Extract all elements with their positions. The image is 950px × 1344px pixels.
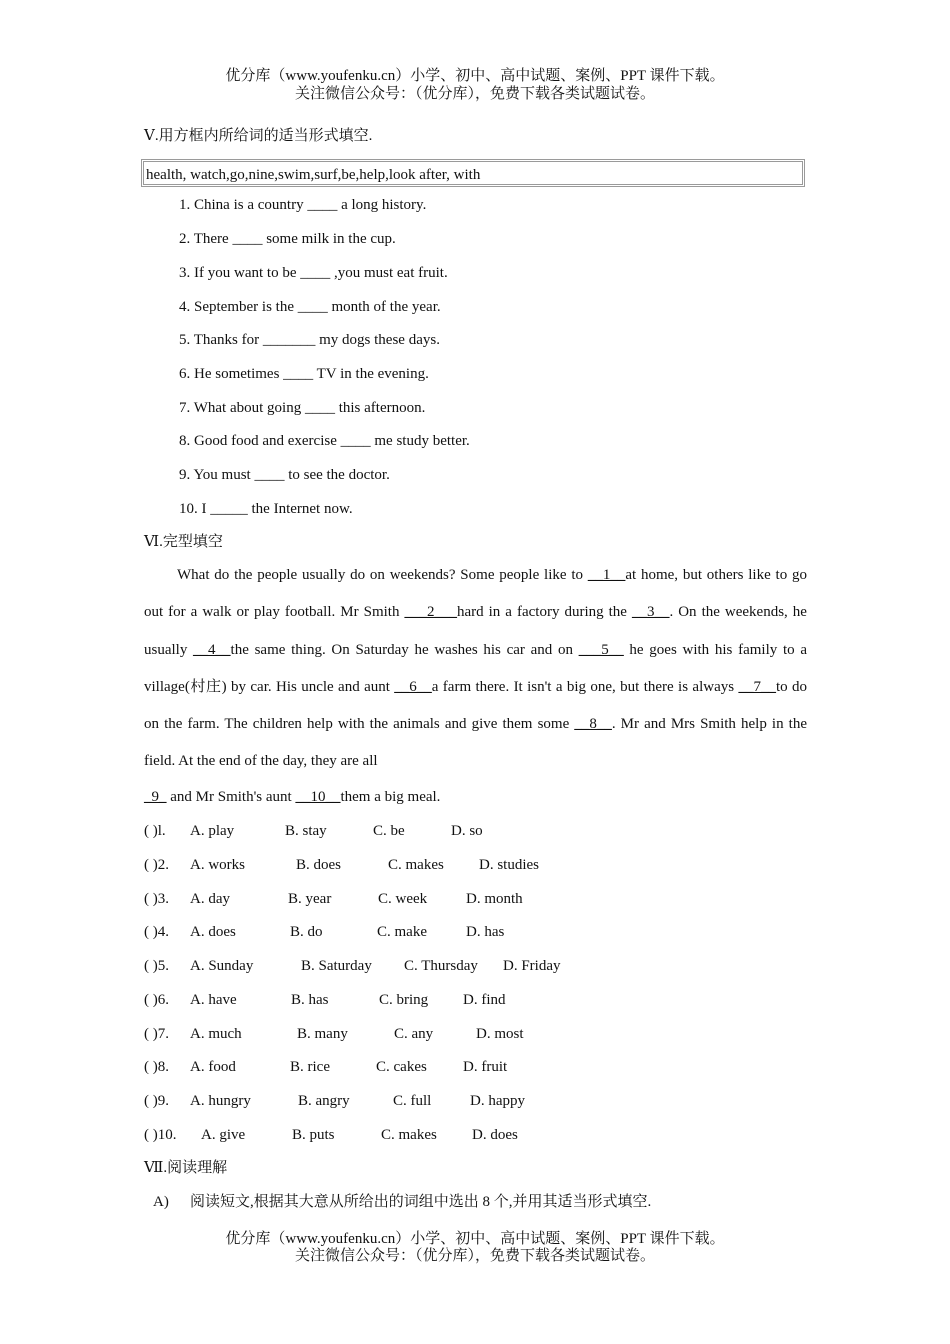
section-7-part-label: A) (153, 1194, 169, 1210)
option-c: C. makes (388, 857, 444, 873)
option-b: B. angry (298, 1093, 350, 1109)
passage-text: . On the weekends, he usually (144, 604, 807, 658)
option-d: D. fruit (463, 1059, 508, 1075)
option-a: A. Sunday (190, 958, 254, 974)
option-d: D. most (476, 1026, 524, 1042)
blank-8: __8__ (574, 716, 612, 733)
word-box (141, 159, 805, 187)
blank-3: __3__ (631, 604, 670, 621)
fill-item-10: 10. I _____ the Internet now. (179, 501, 353, 517)
blank-4: __4__ (193, 641, 231, 658)
section-7-title: Ⅶ.阅读理解 (144, 1160, 228, 1176)
option-a: A. food (190, 1059, 236, 1075)
fill-item-8: 8. Good food and exercise ____ me study better. (179, 433, 470, 449)
section-6-title: Ⅵ.完型填空 (144, 534, 223, 550)
option-d: D. does (472, 1127, 518, 1143)
option-d: D. has (466, 924, 505, 940)
fill-item-3: 3. If you want to be ____ ,you must eat fruit. (179, 265, 448, 281)
option-c: C. make (377, 924, 427, 940)
question-number: ( )5. (144, 958, 169, 974)
passage-text: to do on the farm. The children help with the animals and give them some (144, 678, 807, 733)
blank-1: __1__ (587, 567, 626, 583)
page-footer-line-1: 优分库（www.youfenku.cn）小学、初中、高中试题、案例、PPT 课件下载。 (225, 1231, 725, 1247)
option-d: D. so (451, 823, 483, 839)
fill-item-6: 6. He sometimes ____ TV in the evening. (179, 366, 429, 382)
option-a: A. give (201, 1127, 246, 1143)
page-footer-line-2: 关注微信公众号：（优分库），免费下载各类试题试卷。 (294, 1248, 655, 1264)
question-number: ( )l. (144, 823, 166, 839)
option-b: B. does (296, 857, 341, 873)
option-a: A. have (190, 992, 237, 1008)
passage-text: hard in a factory during the (456, 604, 632, 621)
blank-5: ___5__ (578, 641, 624, 658)
passage-text: What do the people usually do on weekends? Some people like to (177, 567, 588, 583)
option-a: A. day (190, 891, 230, 907)
option-d: D. happy (470, 1093, 525, 1109)
question-number: ( )7. (144, 1026, 169, 1042)
section-5-title: Ⅴ.用方框内所给词的适当形式填空. (144, 128, 373, 144)
option-c: C. Thursday (404, 958, 478, 974)
option-b: B. has (291, 992, 329, 1008)
option-c: C. makes (381, 1127, 437, 1143)
section-7-instruction: 阅读短文,根据其大意从所给出的词组中选出 8 个,并用其适当形式填空. (190, 1194, 652, 1210)
question-number: ( )3. (144, 891, 169, 907)
passage-text: . Mr and Mrs Smith help in the field. At the end of the day, they are all (144, 716, 808, 770)
option-a: A. does (190, 924, 236, 940)
cloze-passage (144, 557, 807, 781)
option-d: D. studies (479, 857, 539, 873)
question-number: ( )9. (144, 1093, 169, 1109)
passage-text: them a big meal. (340, 789, 441, 805)
fill-item-7: 7. What about going ____ this afternoon. (179, 400, 426, 416)
fill-item-9: 9. You must ____ to see the doctor. (179, 467, 390, 483)
question-number: ( )4. (144, 924, 169, 940)
page-header-line-2: 关注微信公众号：（优分库），免费下载各类试题试卷。 (294, 86, 655, 102)
question-number: ( )6. (144, 992, 169, 1008)
question-number: ( )10. (144, 1127, 177, 1143)
option-b: B. do (290, 924, 323, 940)
blank-2: ___2___ (404, 604, 457, 621)
blank-10: __10__ (295, 789, 341, 805)
option-c: C. week (378, 891, 428, 907)
blank-9: _9_ (144, 789, 167, 805)
option-d: D. month (466, 891, 523, 907)
option-d: D. find (463, 992, 506, 1008)
option-c: C. bring (379, 992, 429, 1008)
fill-item-4: 4. September is the ____ month of the year. (179, 299, 441, 315)
question-number: ( )8. (144, 1059, 169, 1075)
passage-text: he goes with his family to a village(村庄) by car. His uncle and aunt (144, 641, 807, 695)
passage-text: a farm there. It isn't a big one, but there is always (431, 678, 739, 695)
blank-6: __6__ (394, 678, 432, 695)
option-d: D. Friday (503, 958, 561, 974)
option-c: C. be (373, 823, 405, 839)
passage-text: the same thing. On Saturday he washes his car and on (230, 641, 579, 658)
fill-item-1: 1. China is a country ____ a long history. (179, 197, 427, 213)
option-a: A. play (190, 823, 235, 839)
option-a: A. much (190, 1026, 242, 1042)
option-b: B. rice (290, 1059, 330, 1075)
option-b: B. stay (285, 823, 327, 839)
option-c: C. full (393, 1093, 432, 1109)
cloze-last-line (144, 788, 440, 806)
option-b: B. year (288, 891, 332, 907)
option-b: B. many (297, 1026, 348, 1042)
passage-text: and Mr Smith's aunt (166, 789, 296, 805)
passage-text: at home, but others like to go out for a walk or play football. Mr Smith (144, 567, 808, 621)
fill-item-2: 2. There ____ some milk in the cup. (179, 231, 396, 247)
option-a: A. hungry (190, 1093, 251, 1109)
option-b: B. Saturday (301, 958, 372, 974)
blank-7: __7__ (738, 678, 776, 695)
option-b: B. puts (292, 1127, 335, 1143)
fill-item-5: 5. Thanks for _______ my dogs these days. (179, 332, 440, 348)
word-box-text: health, watch,go,nine,swim,surf,be,help,look after, with (146, 167, 481, 183)
option-c: C. any (394, 1026, 434, 1042)
option-a: A. works (190, 857, 245, 873)
page-header-line-1: 优分库（www.youfenku.cn）小学、初中、高中试题、案例、PPT 课件下载。 (225, 68, 725, 84)
question-number: ( )2. (144, 857, 169, 873)
option-c: C. cakes (376, 1059, 427, 1075)
